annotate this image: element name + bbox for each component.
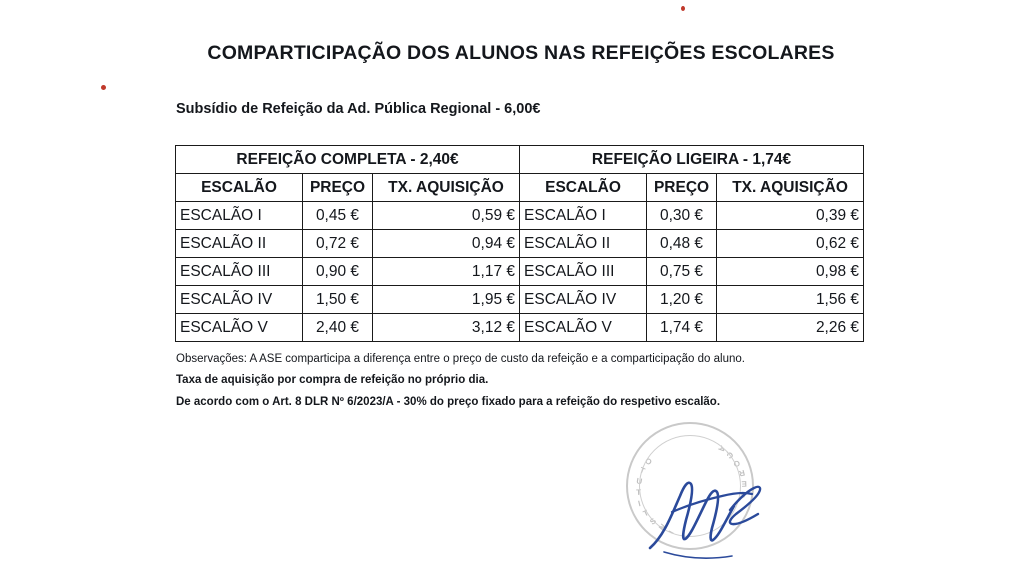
cell-price-left: 0,72 € <box>303 230 373 258</box>
cell-acq-right: 0,98 € <box>717 258 864 286</box>
fees-table-wrapper <box>175 145 863 342</box>
cell-price-right: 0,48 € <box>647 230 717 258</box>
group-header-complete: REFEIÇÃO COMPLETA - 2,40€ <box>176 146 520 174</box>
column-header-scale-right: ESCALÃO <box>520 174 647 202</box>
cell-scale-left: ESCALÃO I <box>176 202 303 230</box>
cell-scale-left: ESCALÃO V <box>176 314 303 342</box>
note-legal-reference: De acordo com o Art. 8 DLR Nº 6/2023/A - 30% do preço fixado para a refeição do respetivo escalão. <box>176 395 721 408</box>
cell-acq-left: 0,59 € <box>373 202 520 230</box>
cell-price-left: 0,45 € <box>303 202 373 230</box>
column-header-price-left: PREÇO <box>303 174 373 202</box>
table-row <box>176 202 864 230</box>
cell-price-left: 0,90 € <box>303 258 373 286</box>
note-observations: Observações: A ASE comparticipa a diferença entre o preço de custo da refeição e a comparticipação do aluno. <box>176 353 745 365</box>
handwritten-signature <box>612 440 802 570</box>
cell-acq-right: 0,62 € <box>717 230 864 258</box>
cell-price-right: 0,75 € <box>647 258 717 286</box>
cell-acq-right: 2,26 € <box>717 314 864 342</box>
cell-scale-left: ESCALÃO IV <box>176 286 303 314</box>
table-group-header-row <box>176 146 864 174</box>
signature-area <box>612 422 802 570</box>
cell-scale-right: ESCALÃO II <box>520 230 647 258</box>
cell-scale-right: ESCALÃO III <box>520 258 647 286</box>
column-header-scale-left: ESCALÃO <box>176 174 303 202</box>
cell-acq-left: 0,94 € <box>373 230 520 258</box>
cell-scale-left: ESCALÃO III <box>176 258 303 286</box>
cell-acq-right: 0,39 € <box>717 202 864 230</box>
cell-acq-left: 1,95 € <box>373 286 520 314</box>
column-header-price-right: PREÇO <box>647 174 717 202</box>
scan-speck <box>681 6 685 11</box>
table-row <box>176 314 864 342</box>
cell-price-right: 1,20 € <box>647 286 717 314</box>
cell-acq-left: 1,17 € <box>373 258 520 286</box>
cell-acq-right: 1,56 € <box>717 286 864 314</box>
group-header-light: REFEIÇÃO LIGEIRA - 1,74€ <box>520 146 864 174</box>
table-row <box>176 286 864 314</box>
cell-scale-left: ESCALÃO II <box>176 230 303 258</box>
column-header-acq-left: TX. AQUISIÇÃO <box>373 174 520 202</box>
page-title: COMPARTICIPAÇÃO DOS ALUNOS NAS REFEIÇÕES ESCOLARES <box>207 42 835 64</box>
table-row <box>176 258 864 286</box>
notes-block <box>176 352 896 416</box>
table-row <box>176 230 864 258</box>
cell-scale-right: ESCALÃO I <box>520 202 647 230</box>
cell-scale-right: ESCALÃO IV <box>520 286 647 314</box>
subsidy-line: Subsídio de Refeição da Ad. Pública Regional - 6,00€ <box>176 101 541 117</box>
table-column-header-row <box>176 174 864 202</box>
cell-price-right: 0,30 € <box>647 202 717 230</box>
cell-price-left: 2,40 € <box>303 314 373 342</box>
stamp-text: I N S T I T U T O A Ç O R E S <box>635 443 748 536</box>
cell-scale-right: ESCALÃO V <box>520 314 647 342</box>
cell-price-right: 1,74 € <box>647 314 717 342</box>
fees-table <box>175 145 864 342</box>
note-acquisition-tax: Taxa de aquisição por compra de refeição no próprio dia. <box>176 374 489 387</box>
scan-speck <box>101 85 106 90</box>
column-header-acq-right: TX. AQUISIÇÃO <box>717 174 864 202</box>
cell-price-left: 1,50 € <box>303 286 373 314</box>
cell-acq-left: 3,12 € <box>373 314 520 342</box>
